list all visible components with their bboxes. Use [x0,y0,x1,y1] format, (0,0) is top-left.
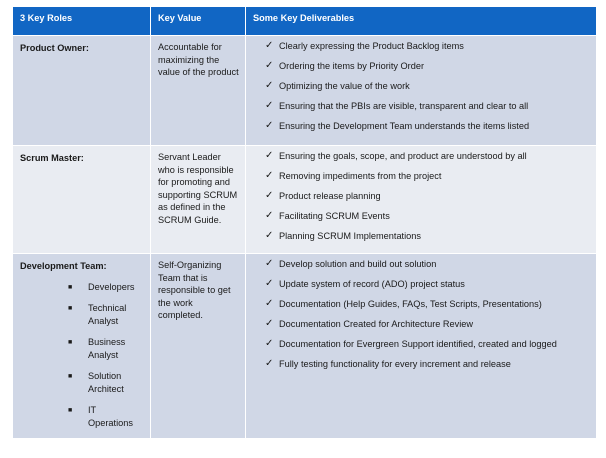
list-item: ■ Technical Analyst [68,302,127,326]
deliverable-item: ✓ Documentation for Evergreen Support identified, created and logged [265,338,557,349]
square-bullet-icon: ■ [68,338,73,346]
row-development-team [13,254,597,439]
deliverable-item: ✓ Ensuring that the PBIs are visible, transparent and clear to all [265,100,529,111]
check-icon: ✓ [265,40,274,51]
deliverable-item: ✓ Update system of record (ADO) project status [265,278,465,289]
header-deliverables: Some Key Deliverables [246,7,597,36]
role-development-team [13,254,151,439]
square-bullet-icon: ■ [68,283,73,291]
role-scrum-master: Scrum Master: [13,146,151,254]
check-icon: ✓ [265,318,274,329]
check-icon: ✓ [265,80,274,91]
check-icon: ✓ [265,100,274,111]
check-icon: ✓ [265,298,274,309]
row-product-owner [13,36,597,146]
header-row [13,7,597,36]
check-icon: ✓ [265,338,274,349]
deliverable-item: ✓ Planning SCRUM Implementations [265,230,421,241]
roles-table [12,6,597,439]
deliverables-scrum-master [246,146,597,254]
header-roles: 3 Key Roles [13,7,151,36]
deliverable-item: ✓ Clearly expressing the Product Backlog items [265,40,464,51]
value-scrum-master: Servant Leader who is responsible for promoting and supporting SCRUM as defined in the SCRUM Guide. [151,146,246,254]
deliverables-development-team [246,254,597,439]
deliverable-item: ✓ Removing impediments from the project [265,170,442,181]
check-icon: ✓ [265,120,274,131]
value-development-team: Self-Organizing Team that is responsible to get the work completed. [151,254,246,439]
check-icon: ✓ [265,258,274,269]
check-icon: ✓ [265,210,274,221]
check-icon: ✓ [265,230,274,241]
deliverable-item: ✓ Ensuring the goals, scope, and product are understood by all [265,150,527,161]
row-scrum-master [13,146,597,254]
check-icon: ✓ [265,150,274,161]
deliverable-item: ✓ Develop solution and build out solution [265,258,437,269]
deliverable-item: ✓ Ensuring the Development Team understands the items listed [265,120,530,131]
deliverable-item: ✓ Documentation Created for Architecture Review [265,318,474,329]
deliverable-item: ✓ Optimizing the value of the work [265,80,410,91]
role-title: Development Team: [20,261,107,271]
square-bullet-icon: ■ [68,304,73,312]
list-item: ■ IT Operations [68,404,133,428]
team-member-list [20,281,150,430]
check-icon: ✓ [265,358,274,369]
square-bullet-icon: ■ [68,372,73,380]
deliverable-item: ✓ Facilitating SCRUM Events [265,210,390,221]
list-item: ■ Developers [68,281,135,292]
square-bullet-icon: ■ [68,406,73,414]
list-item: ■ Business Analyst [68,336,126,360]
deliverable-item: ✓ Documentation (Help Guides, FAQs, Test Scripts, Presentations) [265,298,542,309]
deliverable-item: ✓ Fully testing functionality for every increment and release [265,358,511,369]
check-icon: ✓ [265,190,274,201]
deliverables-product-owner [246,36,597,146]
list-item: ■ Solution Architect [68,370,124,394]
check-icon: ✓ [265,170,274,181]
deliverable-item: ✓ Product release planning [265,190,381,201]
check-icon: ✓ [265,60,274,71]
value-product-owner: Accountable for maximizing the value of the product [151,36,246,146]
role-product-owner: Product Owner: [13,36,151,146]
header-key-value: Key Value [151,7,246,36]
deliverable-item: ✓ Ordering the items by Priority Order [265,60,425,71]
check-icon: ✓ [265,278,274,289]
